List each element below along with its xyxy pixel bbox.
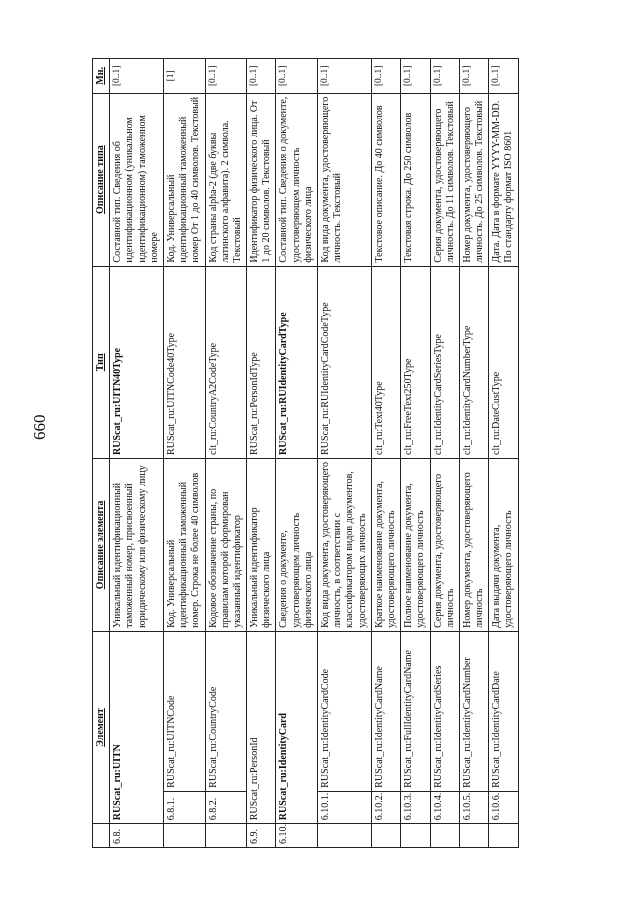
row-number xyxy=(318,824,372,848)
row-number: 6.9. xyxy=(247,824,276,848)
cardinality: [0..1] xyxy=(110,59,164,94)
element-description: Дата выдачи документа, удостоверяющего личность xyxy=(489,458,518,631)
element-name: RUScat_ru:FullIdentityCardName xyxy=(401,631,430,791)
type-description: Код. Универсальный идентификационный таможенный номер От 1 до 40 символов. Текстовый xyxy=(163,93,205,266)
cardinality: [0..1] xyxy=(318,59,372,94)
cardinality: [0..1] xyxy=(247,59,276,94)
element-description: Кодовое обозначение страны, по правилам которой сформирован указанный идентификатор xyxy=(205,458,247,631)
type-description: Код вида документа, удостоверяющего личность. Текстовый xyxy=(318,93,372,266)
header-num xyxy=(93,824,110,848)
row-number: 6.8. xyxy=(110,824,164,848)
table-row xyxy=(205,59,247,848)
row-number: 6.10. xyxy=(276,824,318,848)
cardinality: [0..1] xyxy=(205,59,247,94)
type-description: Текстовая строка. До 250 символов xyxy=(401,93,430,266)
table-row xyxy=(459,59,488,848)
element-name: RUScat_ru:UITN xyxy=(110,631,164,823)
row-subnumber: 6.10.5. xyxy=(459,791,488,823)
element-description: Серия документа, удостоверяющего личность xyxy=(430,458,459,631)
type-description: Дата. Дата в формате YYYY-MM-DD. По стандарту формат ISO 8601 xyxy=(489,93,518,266)
element-description: Номер документа, удостоверяющего личность xyxy=(459,458,488,631)
row-subnumber: 6.10.2. xyxy=(371,791,400,823)
type-name: clt_ru:IdentityCardNumberType xyxy=(459,266,488,458)
element-name: RUScat_ru:IdentityCard xyxy=(276,631,318,823)
cardinality: [0..1] xyxy=(430,59,459,94)
row-subnumber: 6.8.2. xyxy=(205,791,247,823)
element-description: Уникальный идентификационный таможенный номер, присвоенный юридическому или физическому лицу xyxy=(110,458,164,631)
header-type: Тип xyxy=(93,266,110,458)
element-description: Сведения о документе, удостоверяющем личность физического лица xyxy=(276,458,318,631)
element-name: RUScat_ru:UITNCode xyxy=(163,631,205,791)
row-subnumber: 6.10.4. xyxy=(430,791,459,823)
row-number xyxy=(371,824,400,848)
table-header-row xyxy=(93,59,110,848)
element-name: RUScat_ru:IdentityCardNumber xyxy=(459,631,488,791)
row-subnumber: 6.8.1. xyxy=(163,791,205,823)
elements-table xyxy=(92,58,519,848)
element-description: Полное наименование документа, удостоверяющего личность xyxy=(401,458,430,631)
element-name: RUScat_ru:IdentityCardCode xyxy=(318,631,372,791)
table-row xyxy=(489,59,518,848)
row-number xyxy=(459,824,488,848)
type-name: clt_ru:Text40Type xyxy=(371,266,400,458)
table-row xyxy=(110,59,164,848)
header-type-description: Описание типа xyxy=(93,93,110,266)
element-description: Код вида документа, удостоверяющего личность, в соответствии с классификатором видов документов, удостоверяющих личность xyxy=(318,458,372,631)
type-description: Номер документа, удостоверяющего личность. До 25 символов. Текстовый xyxy=(459,93,488,266)
cardinality: [0..1] xyxy=(401,59,430,94)
type-description: Идентификатор физического лица. От 1 до 20 символов. Текстовый xyxy=(247,93,276,266)
row-subnumber: 6.10.1. xyxy=(318,791,372,823)
row-subnumber: 6.10.6. xyxy=(489,791,518,823)
element-name: RUScat_ru:IdentityCardDate xyxy=(489,631,518,791)
row-number xyxy=(489,824,518,848)
type-name: RUScat_ru:RUIdentityCardType xyxy=(276,266,318,458)
element-description: Краткое наименование документа, удостоверяющего личность xyxy=(371,458,400,631)
header-description: Описание элемента xyxy=(93,458,110,631)
type-description: Составной тип. Сведения о документе, удостоверяющем личность физического лица xyxy=(276,93,318,266)
table-row xyxy=(247,59,276,848)
table-row xyxy=(276,59,318,848)
type-description: Код страны alpha-2 (две буквы латинского алфавита). 2 символа. Текстовый xyxy=(205,93,247,266)
row-number xyxy=(430,824,459,848)
element-description: Уникальный идентификатор физического лица xyxy=(247,458,276,631)
type-name: RUScat_ru:UITN40Type xyxy=(110,266,164,458)
cardinality: [0..1] xyxy=(489,59,518,94)
cardinality: [1] xyxy=(163,59,205,94)
table-row xyxy=(430,59,459,848)
table-row xyxy=(318,59,372,848)
rotated-table-container xyxy=(92,58,562,848)
element-name: RUScat_ru:IdentityCardName xyxy=(371,631,400,791)
type-name: RUScat_ru:RUIdentityCardCodeType xyxy=(318,266,372,458)
row-number xyxy=(205,824,247,848)
element-description: Код. Универсальный идентификационный таможенный номер. Строка не более 40 символов xyxy=(163,458,205,631)
element-name: RUScat_ru:CountryCode xyxy=(205,631,247,791)
type-name: RUScat_ru:PersonIdType xyxy=(247,266,276,458)
cardinality: [0..1] xyxy=(276,59,318,94)
table-row xyxy=(371,59,400,848)
row-number xyxy=(163,824,205,848)
type-name: clt_ru:DateCustType xyxy=(489,266,518,458)
table-row xyxy=(163,59,205,848)
type-name: RUScat_ru:UITNCode40Type xyxy=(163,266,205,458)
cardinality: [0..1] xyxy=(371,59,400,94)
page-number: 660 xyxy=(30,414,49,440)
header-cardinality: Мн. xyxy=(93,59,110,94)
element-name: RUScat_ru:PersonId xyxy=(247,631,276,823)
type-description: Серия документа, удостоверяющего личность. До 11 символов. Текстовый xyxy=(430,93,459,266)
type-name: clt_ru:IdentityCardSeriesType xyxy=(430,266,459,458)
type-description: Составной тип. Сведения об идентификационном (уникальном идентификационном) таможенном номере xyxy=(110,93,164,266)
type-name: clt_ru:CountryA2CodeType xyxy=(205,266,247,458)
row-subnumber: 6.10.3. xyxy=(401,791,430,823)
type-description: Текстовое описание. До 40 символов xyxy=(371,93,400,266)
row-number xyxy=(401,824,430,848)
table-row xyxy=(401,59,430,848)
element-name: RUScat_ru:IdentityCardSeries xyxy=(430,631,459,791)
cardinality: [0..1] xyxy=(459,59,488,94)
header-element: Элемент xyxy=(93,631,110,823)
type-name: clt_ru:FreeText250Type xyxy=(401,266,430,458)
